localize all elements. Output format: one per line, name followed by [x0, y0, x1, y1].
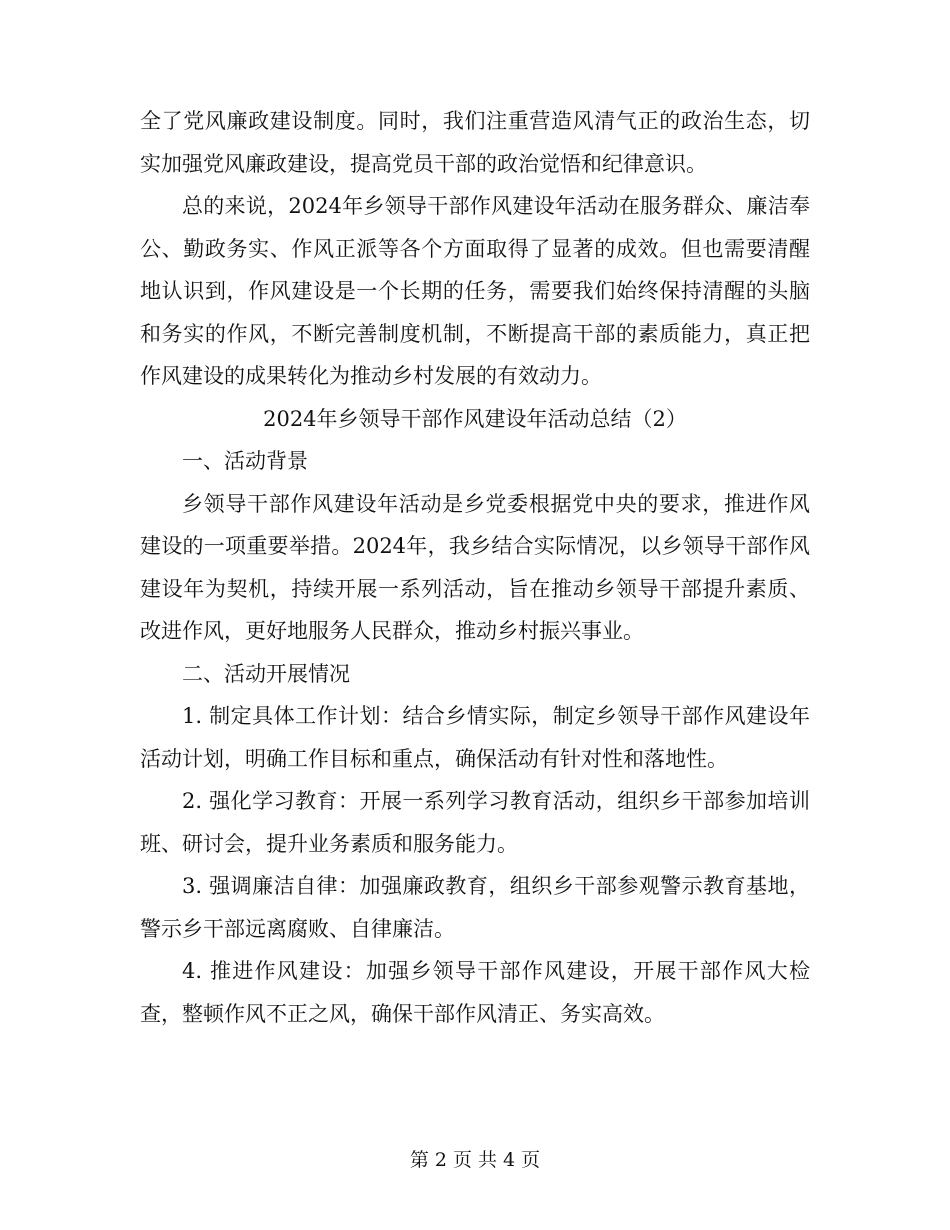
paragraph-summary: 总的来说，2024年乡领导干部作风建设年活动在服务群众、廉洁奉公、勤政务实、作风正派等各个方面取得了显著的成效。但也需要清醒地认识到，作风建设是一个长期的任务，需要我们始终保持清醒的头脑和务实的作风，不断完善制度机制，不断提高干部的素质能力，真正把作风建设的成果转化为推动乡村发展的有效动力。 — [140, 194, 810, 388]
list-item-plan: 1. 制定具体工作计划：结合乡情实际，制定乡领导干部作风建设年活动计划，明确工作目标和重点，确保活动有针对性和落地性。 — [140, 704, 810, 771]
paragraph-continuation: 全了党风廉政建设制度。同时，我们注重营造风清气正的政治生态，切实加强党风廉政建设，提高党员干部的政治觉悟和纪律意识。 — [140, 109, 810, 176]
list-item-integrity: 3. 强调廉洁自律：加强廉政教育，组织乡干部参观警示教育基地，警示乡干部远离腐败、自律廉洁。 — [140, 874, 810, 941]
list-item-style: 4. 推进作风建设：加强乡领导干部作风建设，开展干部作风大检查，整顿作风不正之风，确保干部作风清正、务实高效。 — [140, 959, 810, 1026]
list-item-education: 2. 强化学习教育：开展一系列学习教育活动，组织乡干部参加培训班、研讨会，提升业务素质和服务能力。 — [140, 789, 810, 856]
paragraph-background: 乡领导干部作风建设年活动是乡党委根据党中央的要求，推进作风建设的一项重要举措。2024年，我乡结合实际情况，以乡领导干部作风建设年为契机，持续开展一系列活动，旨在推动乡领导干部提升素质、改进作风，更好地服务人民群众，推动乡村振兴事业。 — [140, 491, 810, 643]
page-number-footer: 第 2 页 共 4 页 — [409, 1149, 541, 1171]
heading-background: 一、活动背景 — [182, 449, 308, 473]
document-body — [140, 100, 810, 1035]
section-title: 2024年乡领导干部作风建设年活动总结（2） — [263, 406, 687, 431]
heading-activities: 二、活动开展情况 — [182, 661, 350, 686]
